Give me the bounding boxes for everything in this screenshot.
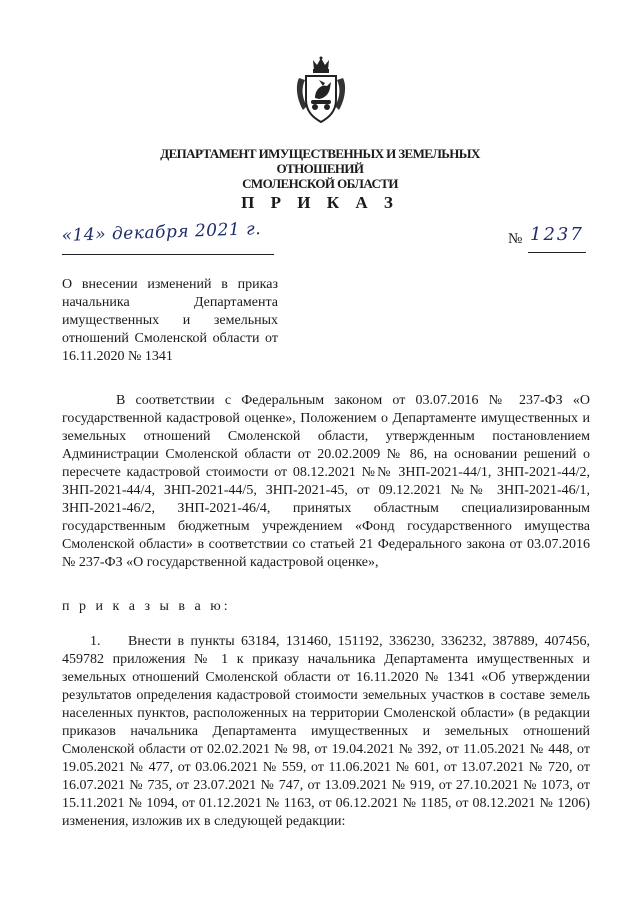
point-1-paragraph xyxy=(62,633,590,831)
preamble-paragraph: В соответствии с Федеральным законом от 03.07.2016 № 237-ФЗ «О государственной кадастровой оценке», Положением о Департаменте имущественных и земельных отношений Смоленской области, утвержденным постановлением Администрации Смоленской области от 20.02.2009 № 86, на основании решений о пересчете кадастровой стоимости от 08.12.2021 №№ ЗНП-2021-44/1, ЗНП-2021-44/2, ЗНП-2021-44/4, ЗНП-2021-44/5, ЗНП-2021-45, от 09.12.2021 №№ ЗНП-2021-46/1, ЗНП-2021-46/2, ЗНП-2021-46/4, принятых областным специализированным государственным бюджетным учреждением «Фонд государственного имущества Смоленской области» в соответствии со статьей 21 Федерального закона от 03.07.2016 № 237-ФЗ «О государственной кадастровой оценке», xyxy=(62,393,590,570)
handwritten-date: «14» декабря 2021 г. xyxy=(61,219,262,246)
order-word: п р и к а з ы в а ю: xyxy=(62,599,231,614)
number-label: № xyxy=(508,231,523,247)
handwritten-number: 1237 xyxy=(530,224,584,245)
coat-of-arms-icon xyxy=(293,56,349,126)
document-title: П Р И К А З xyxy=(241,193,399,212)
department-name xyxy=(120,146,520,191)
point-1-text: Внести в пункты 63184, 131460, 151192, 336230, 336232, 387889, 407456, 459782 приложения № 1 к приказу начальника Департамента имущественных и земельных отношений Смоленской области от 16.11.2020 № 1341 «Об утверждении результатов определения кадастровой стоимости земельных участков в составе земель населенных пунктов, расположенных на территории Смоленской области» (в редакции приказов начальника Департамента имущественных и земельных отношений Смоленской области от 02.02.2021 № 98, от 19.04.2021 № 392, от 11.05.2021 № 448, от 19.05.2021 № 477, от 03.06.2021 № 559, от 11.06.2021 № 601, от 13.07.2021 № 720, от 16.07.2021 № 735, от 23.07.2021 № 747, от 13.09.2021 № 919, от 27.10.2021 № 1073, от 15.11.2021 № 1094, от 01.12.2021 № 1163, от 06.12.2021 № 1185, от 08.12.2021 № 1206) изменения, изложив их в следующей редакции: xyxy=(62,634,590,829)
department-line-1: ДЕПАРТАМЕНТ ИМУЩЕСТВЕННЫХ И ЗЕМЕЛЬНЫХ ОТНОШЕНИЙ xyxy=(160,146,480,176)
order-subject: О внесении изменений в приказ начальника Департамента имущественных и земельных отношений Смоленской области от 16.11.2020 № 1341 xyxy=(62,277,278,364)
department-line-2: СМОЛЕНСКОЙ ОБЛАСТИ xyxy=(242,176,398,191)
point-1-number: 1. xyxy=(90,634,101,649)
